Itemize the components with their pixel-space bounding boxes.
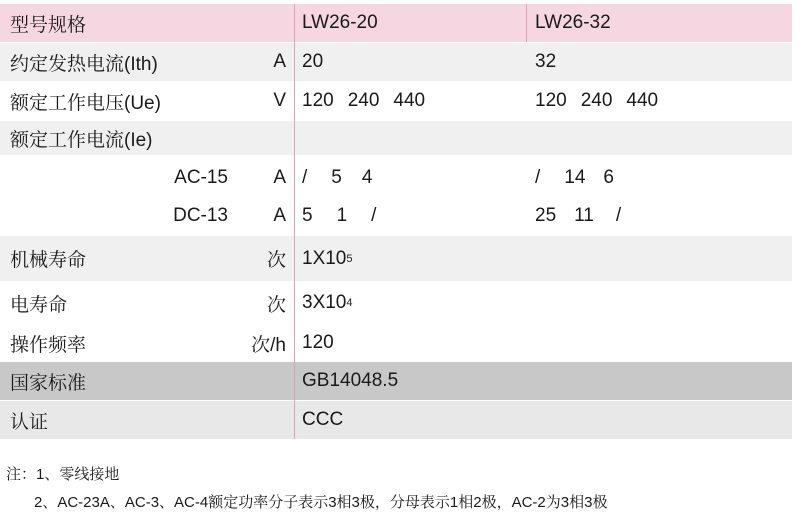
row-ac15 — [0, 159, 792, 197]
ue-32-v3: 440 — [626, 90, 659, 111]
ac15-values-20 — [302, 159, 372, 197]
ue-20-v1: 120 — [302, 90, 334, 111]
ith-value-32: 32 — [535, 51, 557, 72]
elec-life-base: 3X10 — [302, 292, 347, 313]
dc13-20-v3: / — [371, 205, 377, 226]
dc13-values-20 — [302, 197, 376, 235]
row-mech-life — [0, 236, 792, 281]
note-line-2: 2、AC-23A、AC-3、AC-4额定功率分子表示3相3极，分母表示1相2极，AC-2为3相3极 — [34, 494, 608, 511]
ac15-values-32 — [535, 159, 614, 197]
dc13-values-32 — [535, 197, 621, 235]
row-dc13 — [0, 197, 792, 235]
ue-20-v2: 240 — [347, 90, 380, 111]
row-ue — [0, 82, 792, 120]
ac15-20-v2: 5 — [331, 167, 342, 188]
freq-label: 操作频率 — [10, 334, 87, 356]
row-ie — [0, 121, 792, 155]
ue-values-20 — [302, 82, 425, 120]
ue-unit: V — [273, 90, 286, 111]
elec-life-value: 3X10 4 — [302, 292, 353, 313]
row-standard — [0, 362, 792, 400]
ac15-20-v1: / — [302, 167, 308, 188]
ue-32-v2: 240 — [580, 90, 613, 111]
header-model-lw26-20: LW26-20 — [302, 12, 378, 33]
ac15-label: AC-15 — [174, 167, 228, 188]
row-ith — [0, 43, 792, 81]
ac15-32-v3: 6 — [603, 167, 614, 188]
cert-value: CCC — [302, 409, 344, 430]
ac15-unit: A — [273, 167, 286, 188]
ie-label: 额定工作电流(Ie) — [10, 129, 153, 151]
dc13-32-v1: 25 — [535, 205, 557, 226]
ac15-32-v2: 14 — [564, 167, 586, 188]
mech-life-base: 1X10 — [302, 247, 347, 269]
ue-label: 额定工作电压(Ue) — [10, 92, 161, 114]
ith-unit: A — [273, 51, 286, 72]
cert-label: 认证 — [10, 411, 49, 433]
standard-value: GB14048.5 — [302, 370, 399, 391]
mech-life-value: 1X10 5 — [302, 247, 353, 269]
elec-life-unit: 次 — [266, 294, 286, 316]
freq-unit: 次/h — [251, 334, 286, 356]
standard-label: 国家标准 — [10, 372, 87, 394]
header-model-label: 型号规格 — [10, 14, 87, 36]
column-divider-1 — [294, 4, 295, 439]
ac15-32-v1: / — [535, 167, 541, 188]
column-divider-2 — [526, 4, 527, 42]
note-line-1: 注：1、零线接地 — [6, 466, 120, 483]
dc13-32-v2: 11 — [574, 205, 594, 226]
dc13-unit: A — [273, 205, 286, 226]
dc13-20-v1: 5 — [302, 205, 313, 226]
header-model-lw26-32: LW26-32 — [535, 12, 611, 33]
ith-value-20: 20 — [302, 51, 324, 72]
row-freq — [0, 325, 792, 361]
dc13-label: DC-13 — [173, 205, 228, 226]
freq-value: 120 — [302, 332, 334, 353]
ue-values-32 — [535, 82, 658, 120]
dc13-32-v3: / — [615, 205, 622, 226]
header-row — [0, 4, 792, 42]
ue-32-v1: 120 — [535, 90, 567, 111]
mech-life-unit: 次 — [266, 250, 286, 271]
mech-life-label: 机械寿命 — [10, 250, 87, 271]
row-cert — [0, 401, 792, 439]
ac15-20-v3: 4 — [361, 167, 373, 188]
dc13-20-v2: 1 — [336, 205, 348, 226]
elec-life-label: 电寿命 — [10, 294, 68, 316]
ith-label: 约定发热电流(Ith) — [10, 53, 158, 75]
row-elec-life — [0, 282, 792, 324]
ue-20-v3: 440 — [393, 90, 426, 111]
